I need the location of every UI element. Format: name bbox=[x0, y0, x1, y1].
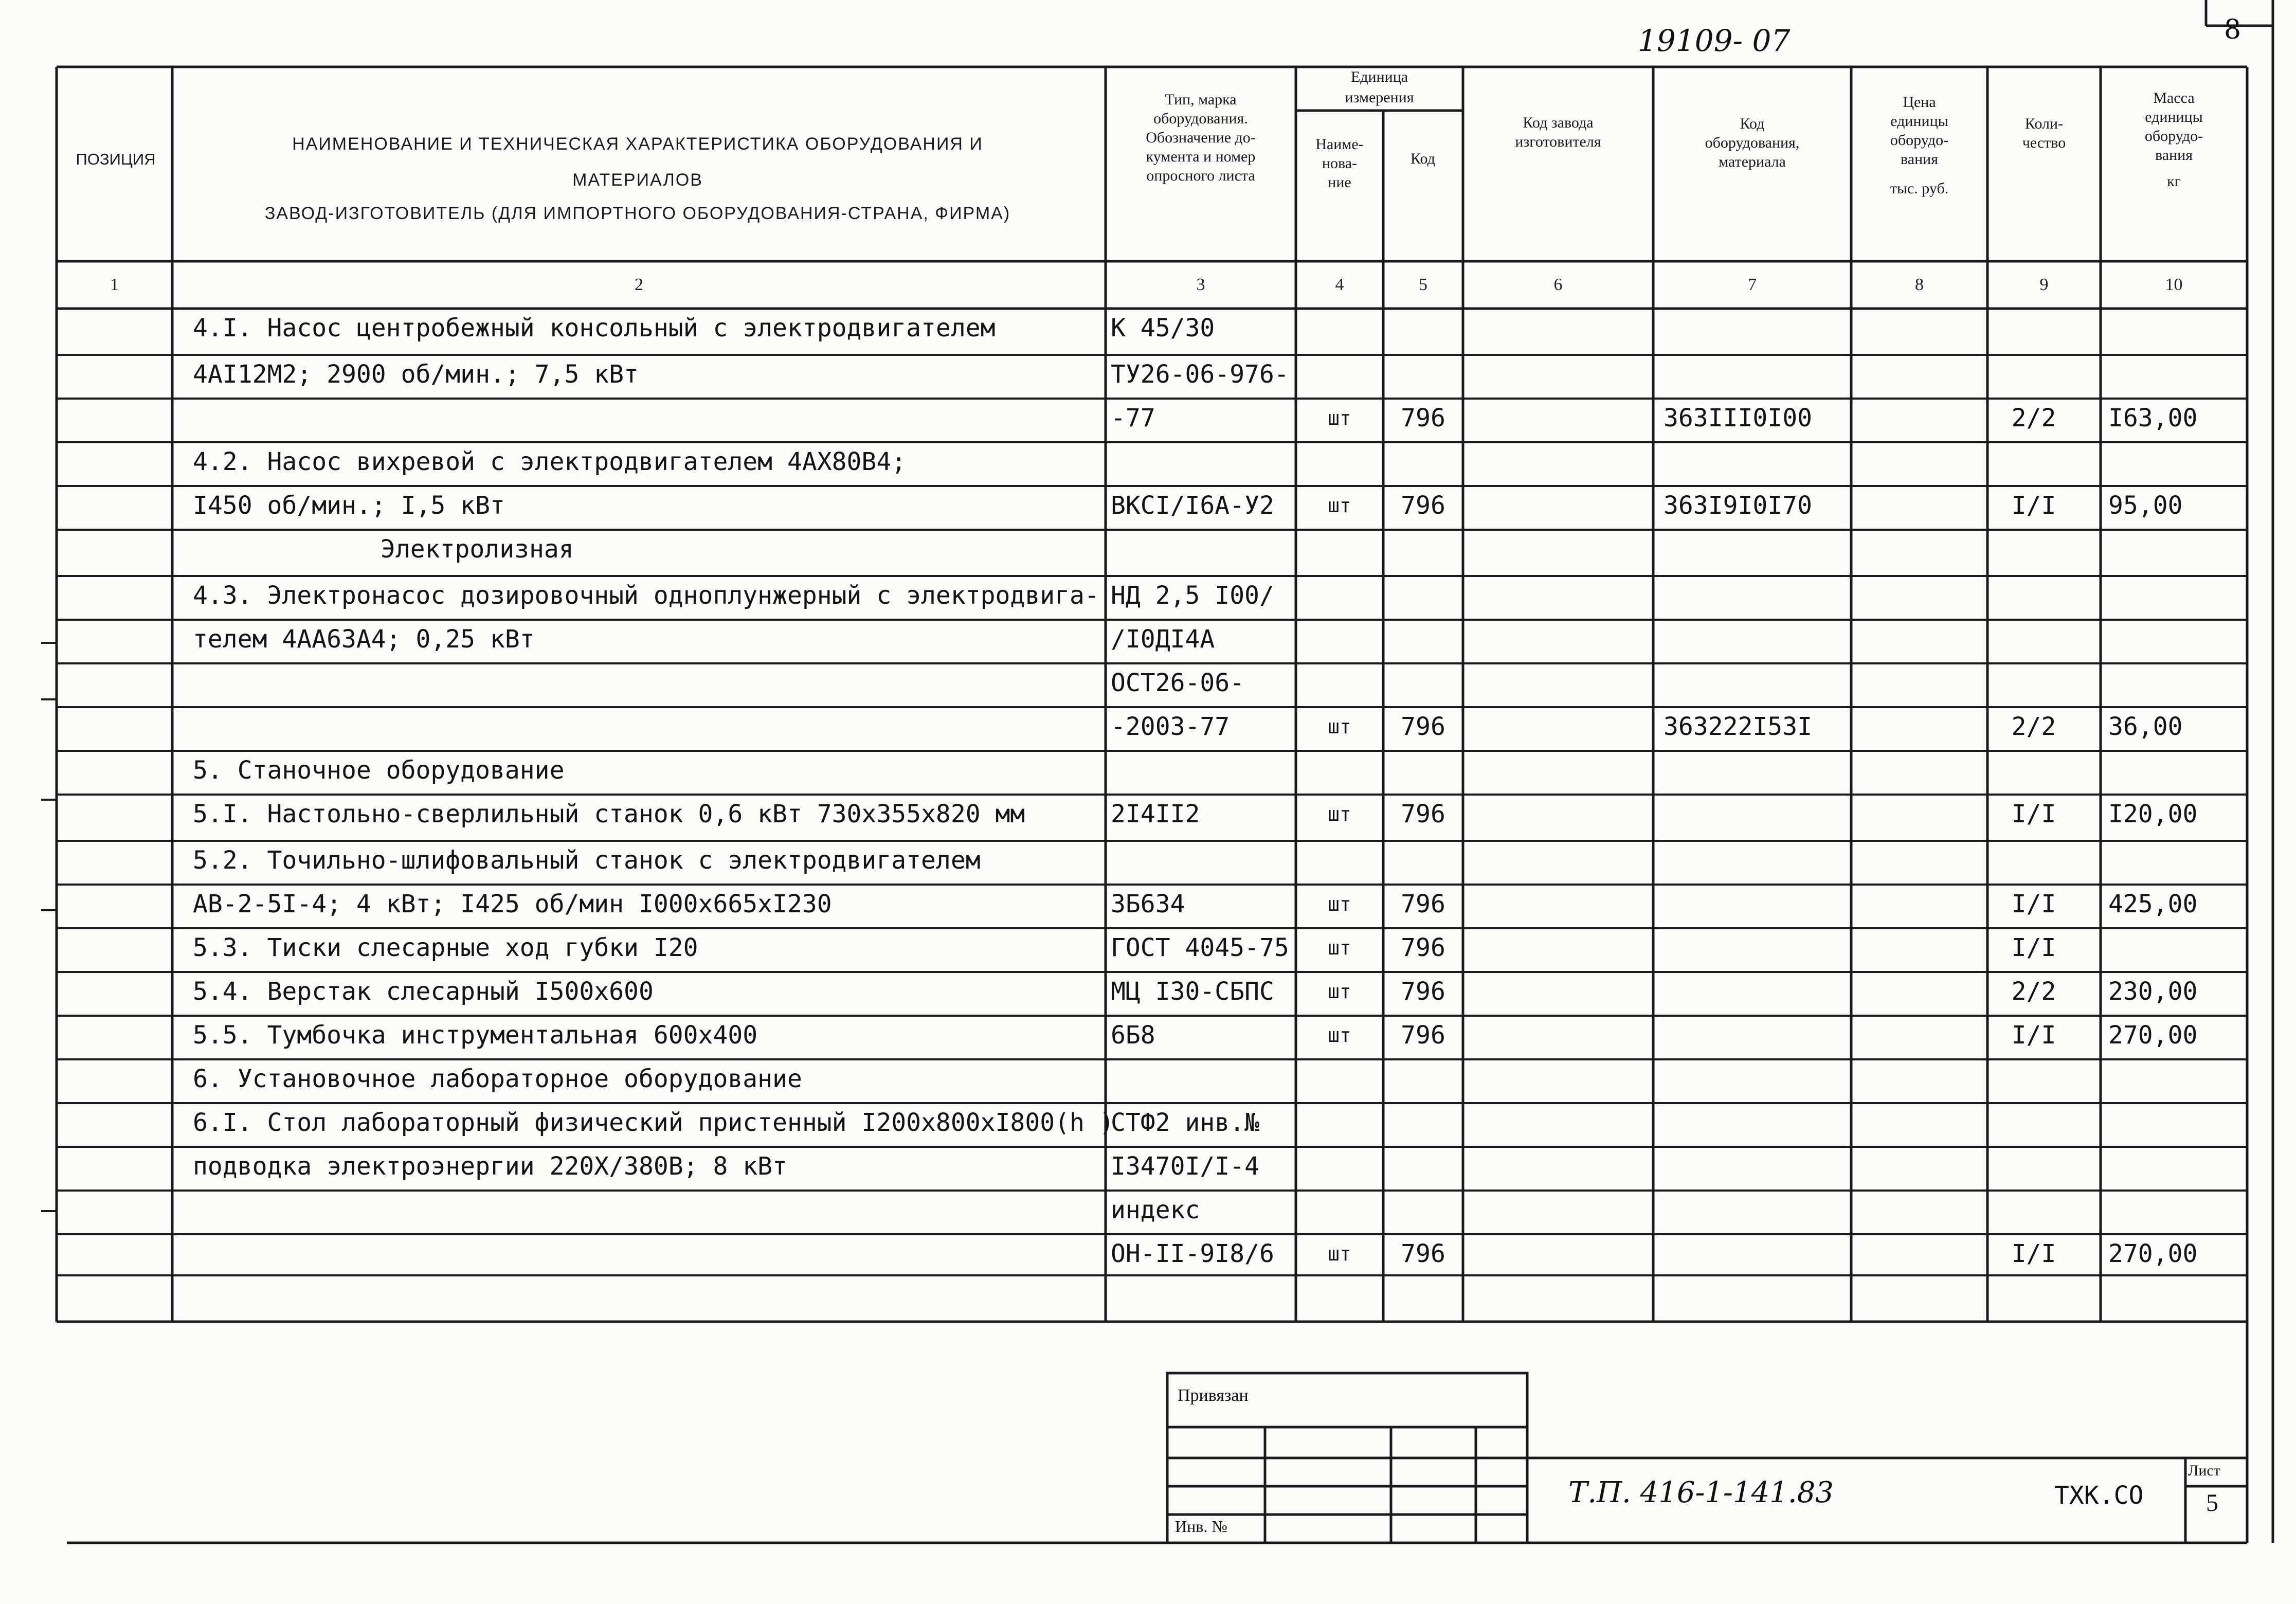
cell-qty bbox=[1987, 668, 2080, 711]
cell-code bbox=[1383, 1064, 1463, 1107]
cell-eqcode bbox=[1664, 359, 1849, 403]
cell-name: подводка электроэнергии 220Х/380В; 8 кВт bbox=[193, 1152, 787, 1181]
cell-code bbox=[1383, 446, 1463, 490]
cell-eqcode bbox=[1664, 889, 1849, 932]
cell-mass bbox=[2108, 932, 2245, 976]
cell-name bbox=[193, 1195, 1098, 1238]
cell-mass: 95,00 bbox=[2108, 491, 2183, 520]
cell-qty bbox=[1987, 755, 2080, 799]
cell-unit: шт bbox=[1328, 1024, 1351, 1047]
cell-code bbox=[1383, 624, 1463, 668]
cell-qty: 2/2 bbox=[2011, 977, 2056, 1006]
cell-name: 5.2. Точильно-шлифовальный станок с электродвигателем bbox=[193, 846, 981, 875]
cell-name bbox=[193, 711, 1098, 755]
cell-unit bbox=[1296, 755, 1383, 799]
header-price: Цена единицы оборудо- вания тыс. руб. bbox=[1890, 94, 1949, 197]
cell-mass bbox=[2108, 1064, 2245, 1107]
cell-qty bbox=[1987, 1107, 2080, 1151]
cell-mass: 36,00 bbox=[2108, 712, 2183, 741]
cell-unit bbox=[1296, 1151, 1383, 1195]
header-equipment-code: Код оборудования, материала bbox=[1705, 115, 1800, 170]
cell-code: 796 bbox=[1401, 712, 1445, 741]
cell-name: 5.I. Настольно-сверлильный станок 0,6 кВт 730х355х820 мм bbox=[193, 800, 1025, 828]
cell-code: 796 bbox=[1401, 933, 1445, 962]
column-number: 1 bbox=[110, 275, 119, 294]
cell-unit bbox=[1296, 534, 1383, 578]
cell-code bbox=[1383, 668, 1463, 711]
cell-qty: I/I bbox=[2011, 1239, 2056, 1268]
cell-eqcode bbox=[1664, 580, 1849, 624]
cell-mass bbox=[2108, 755, 2245, 799]
cell-mass: I63,00 bbox=[2108, 404, 2198, 432]
header-name-line3: ЗАВОД-ИЗГОТОВИТЕЛЬ (ДЛЯ ИМПОРТНОГО ОБОРУДОВАНИЯ-СТРАНА, ФИРМА) bbox=[264, 204, 1011, 223]
cell-eqcode bbox=[1664, 1238, 1849, 1282]
cell-qty bbox=[1987, 1064, 2080, 1107]
cell-code: 796 bbox=[1401, 800, 1445, 828]
cell-code bbox=[1383, 755, 1463, 799]
header-name-line1: НАИМЕНОВАНИЕ И ТЕХНИЧЕСКАЯ ХАРАКТЕРИСТИКА ОБОРУДОВАНИЯ И bbox=[292, 134, 983, 154]
stamp-inv: Инв. № bbox=[1175, 1517, 1227, 1536]
cell-unit bbox=[1296, 668, 1383, 711]
cell-unit bbox=[1296, 1064, 1383, 1107]
cell-qty: I/I bbox=[2011, 933, 2056, 962]
column-number: 5 bbox=[1419, 275, 1427, 294]
cell-qty bbox=[1987, 624, 2080, 668]
page-number: 8 bbox=[2224, 14, 2241, 45]
cell-eqcode bbox=[1664, 932, 1849, 976]
cell-unit bbox=[1296, 580, 1383, 624]
cell-code bbox=[1383, 313, 1463, 356]
cell-qty bbox=[1987, 359, 2080, 403]
cell-qty bbox=[1987, 534, 2080, 578]
cell-unit bbox=[1296, 624, 1383, 668]
cell-code bbox=[1383, 534, 1463, 578]
cell-name: 5.5. Тумбочка инструментальная 600х400 bbox=[193, 1021, 758, 1050]
cell-name: 4.I. Насос центробежный консольный с электродвигателем bbox=[193, 314, 996, 343]
cell-mass bbox=[2108, 668, 2245, 711]
cell-unit bbox=[1296, 313, 1383, 356]
column-number: 7 bbox=[1748, 275, 1757, 294]
cell-name: 6. Установочное лабораторное оборудование bbox=[193, 1065, 802, 1093]
cell-type: ОСТ26-06- bbox=[1111, 669, 1245, 697]
cell-type: МЦ I30-СБПС bbox=[1111, 977, 1274, 1006]
cell-code: 796 bbox=[1401, 491, 1445, 520]
cell-name bbox=[193, 668, 1098, 711]
cell-eqcode bbox=[1664, 313, 1849, 356]
cell-mass bbox=[2108, 534, 2245, 578]
doc-number-top: 19109- 07 bbox=[1638, 23, 1791, 58]
cell-type: К 45/30 bbox=[1111, 314, 1215, 343]
cell-qty bbox=[1987, 1195, 2080, 1238]
cell-eqcode bbox=[1664, 1020, 1849, 1064]
header-type: Тип, марка оборудования. Обозначение до- кумента и номер опросного листа bbox=[1146, 91, 1256, 184]
header-unit-code: Код bbox=[1411, 150, 1435, 167]
cell-type: /I0ДI4А bbox=[1111, 625, 1215, 654]
cell-mass bbox=[2108, 845, 2245, 889]
cell-type bbox=[1111, 446, 1296, 490]
cell-code bbox=[1383, 1107, 1463, 1151]
cell-qty: I/I bbox=[2011, 890, 2056, 918]
cell-eqcode: 363III0I00 bbox=[1664, 404, 1812, 432]
cell-type: ВКСI/I6А-У2 bbox=[1111, 491, 1274, 520]
cell-unit: шт bbox=[1328, 715, 1351, 738]
stamp-series: ТХК.СО bbox=[2054, 1481, 2144, 1510]
cell-type bbox=[1111, 755, 1296, 799]
cell-code: 796 bbox=[1401, 1021, 1445, 1050]
cell-unit: шт bbox=[1328, 803, 1351, 825]
column-number: 8 bbox=[1915, 275, 1924, 294]
cell-name: 4АI12М2; 2900 об/мин.; 7,5 кВт bbox=[193, 360, 639, 389]
cell-code: 796 bbox=[1401, 890, 1445, 918]
header-position: ПОЗИЦИЯ bbox=[76, 150, 156, 168]
cell-eqcode: 363I9I0I70 bbox=[1664, 491, 1812, 520]
cell-code bbox=[1383, 1151, 1463, 1195]
cell-code bbox=[1383, 1195, 1463, 1238]
column-number: 3 bbox=[1196, 275, 1205, 294]
cell-mass: 425,00 bbox=[2108, 890, 2198, 918]
cell-qty bbox=[1987, 580, 2080, 624]
cell-mass: I20,00 bbox=[2108, 800, 2198, 828]
cell-mass bbox=[2108, 359, 2245, 403]
cell-eqcode bbox=[1664, 668, 1849, 711]
cell-eqcode bbox=[1664, 976, 1849, 1020]
cell-qty: I/I bbox=[2011, 1021, 2056, 1050]
cell-type: I3470I/I-4 bbox=[1111, 1152, 1259, 1181]
cell-unit: шт bbox=[1328, 1242, 1351, 1265]
cell-type: -77 bbox=[1111, 404, 1155, 432]
cell-type: 3Б634 bbox=[1111, 890, 1185, 918]
cell-eqcode bbox=[1664, 845, 1849, 889]
cell-type: НД 2,5 I00/ bbox=[1111, 581, 1274, 610]
cell-name: АВ-2-5I-4; 4 кВт; I425 об/мин I000х665хI230 bbox=[193, 890, 832, 918]
cell-eqcode bbox=[1664, 799, 1849, 842]
cell-unit: шт bbox=[1328, 407, 1351, 429]
cell-unit bbox=[1296, 845, 1383, 889]
stamp-privyazan: Привязан bbox=[1178, 1386, 1249, 1405]
cell-type: СТФ2 инв.№ bbox=[1111, 1108, 1259, 1137]
cell-mass bbox=[2108, 624, 2245, 668]
column-number: 10 bbox=[2165, 275, 2183, 294]
cell-qty bbox=[1987, 845, 2080, 889]
stamp-doc-code: Т.П. 416-1-141.83 bbox=[1568, 1476, 1834, 1509]
cell-code bbox=[1383, 359, 1463, 403]
cell-eqcode bbox=[1664, 534, 1849, 578]
cell-qty bbox=[1987, 1151, 2080, 1195]
cell-name: телем 4АА63А4; 0,25 кВт bbox=[193, 625, 535, 654]
cell-name: 4.2. Насос вихревой с электродвигателем 4АХ80В4; bbox=[193, 447, 907, 476]
cell-type: 6Б8 bbox=[1111, 1021, 1155, 1050]
cell-type: -2003-77 bbox=[1111, 712, 1230, 741]
cell-mass bbox=[2108, 1151, 2245, 1195]
cell-mass: 270,00 bbox=[2108, 1021, 2198, 1050]
cell-code: 796 bbox=[1401, 977, 1445, 1006]
header-mass: Масса единицы оборудо- вания кг bbox=[2144, 89, 2203, 190]
cell-mass bbox=[2108, 1195, 2245, 1238]
cell-code bbox=[1383, 580, 1463, 624]
cell-qty bbox=[1987, 313, 2080, 356]
cell-qty: 2/2 bbox=[2011, 712, 2056, 741]
cell-eqcode bbox=[1664, 1064, 1849, 1107]
cell-type: индекс bbox=[1111, 1196, 1200, 1224]
cell-mass: 270,00 bbox=[2108, 1239, 2198, 1268]
cell-unit: шт bbox=[1328, 893, 1351, 915]
cell-eqcode bbox=[1664, 1195, 1849, 1238]
cell-eqcode bbox=[1664, 1151, 1849, 1195]
cell-unit bbox=[1296, 1195, 1383, 1238]
cell-type: ОН-II-9I8/6 bbox=[1111, 1239, 1274, 1268]
cell-name: 6.I. Стол лабораторный физический пристенный I200х800хI800(h ) bbox=[193, 1108, 1114, 1137]
column-number: 4 bbox=[1335, 275, 1344, 294]
cell-eqcode bbox=[1664, 1107, 1849, 1151]
cell-code: 796 bbox=[1401, 1239, 1445, 1268]
header-name-line2: МАТЕРИАЛОВ bbox=[572, 170, 703, 190]
cell-mass: 230,00 bbox=[2108, 977, 2198, 1006]
header-quantity: Коли- чество bbox=[2022, 115, 2066, 151]
header-manufacturer-code: Код завода изготовителя bbox=[1515, 114, 1601, 150]
cell-name: 4.3. Электронасос дозировочный одноплунжерный с электродвига- bbox=[193, 581, 1099, 610]
stamp-sheet-label: Лист bbox=[2188, 1462, 2220, 1479]
cell-eqcode bbox=[1664, 755, 1849, 799]
cell-qty: I/I bbox=[2011, 491, 2056, 520]
cell-name bbox=[193, 403, 1098, 446]
cell-mass bbox=[2108, 313, 2245, 356]
cell-eqcode bbox=[1664, 446, 1849, 490]
cell-unit: шт bbox=[1328, 980, 1351, 1003]
cell-name bbox=[193, 1238, 1098, 1282]
cell-qty: 2/2 bbox=[2011, 404, 2056, 432]
cell-type: 2I4II2 bbox=[1111, 800, 1200, 828]
header-unit-group: Единица измерения bbox=[1345, 68, 1414, 106]
cell-unit: шт bbox=[1328, 494, 1351, 517]
cell-name: 5. Станочное оборудование bbox=[193, 756, 565, 785]
stamp-sheet-number: 5 bbox=[2206, 1489, 2218, 1517]
cell-eqcode bbox=[1664, 624, 1849, 668]
cell-unit bbox=[1296, 1107, 1383, 1151]
cell-type bbox=[1111, 845, 1296, 889]
cell-name: Электролизная bbox=[381, 535, 574, 564]
column-number: 6 bbox=[1553, 275, 1563, 294]
header-unit-name: Наиме- нова- ние bbox=[1315, 136, 1364, 191]
cell-unit bbox=[1296, 446, 1383, 490]
cell-code: 796 bbox=[1401, 404, 1445, 432]
column-number: 2 bbox=[635, 275, 643, 294]
cell-unit bbox=[1296, 359, 1383, 403]
cell-name: 5.3. Тиски слесарные ход губки I20 bbox=[193, 933, 698, 962]
cell-mass bbox=[2108, 1107, 2245, 1151]
cell-name: I450 об/мин.; I,5 кВт bbox=[193, 491, 505, 520]
cell-name: 5.4. Верстак слесарный I500х600 bbox=[193, 977, 654, 1006]
cell-qty: I/I bbox=[2011, 800, 2056, 828]
cell-mass bbox=[2108, 580, 2245, 624]
cell-mass bbox=[2108, 446, 2245, 490]
cell-type bbox=[1111, 534, 1296, 578]
cell-type: ТУ26-06-976- bbox=[1111, 360, 1289, 389]
cell-unit: шт bbox=[1328, 936, 1351, 959]
cell-type: ГОСТ 4045-75 bbox=[1111, 933, 1289, 962]
column-number: 9 bbox=[2039, 275, 2049, 294]
cell-code bbox=[1383, 845, 1463, 889]
cell-eqcode: 363222I53I bbox=[1664, 712, 1812, 741]
cell-type bbox=[1111, 1064, 1296, 1107]
cell-qty bbox=[1987, 446, 2080, 490]
